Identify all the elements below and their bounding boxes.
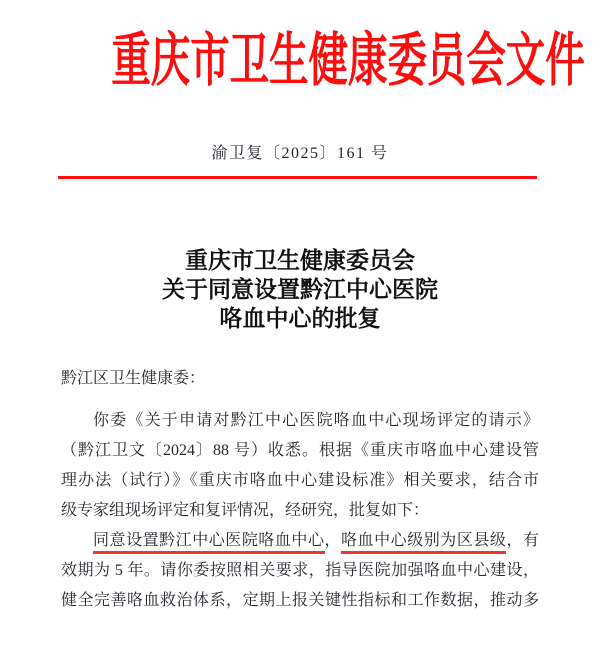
red-separator-line	[58, 176, 537, 179]
body-line: 你委《关于申请对黔江中心医院咯血中心现场评定的请示》	[93, 412, 539, 429]
document-title-line-1: 重庆市卫生健康委员会	[185, 248, 415, 273]
body-line: 理办法（试行）》《重庆市咯血中心建设标准》相关要求，结合市	[61, 472, 539, 489]
document-title-line-3: 咯血中心的批复	[219, 306, 381, 331]
document-title-line-2: 关于同意设置黔江中心医院	[162, 277, 438, 302]
body-line: 效期为 5 年。请你委按照相关要求，指导医院加强咯血中心建设，	[61, 562, 539, 579]
body-line: （黔江卫文〔2024〕88 号）收悉。根据《重庆市咯血中心建设管	[61, 442, 539, 459]
body-text: ，	[324, 532, 342, 549]
salutation: 黔江区卫生健康委：	[61, 370, 206, 387]
document-number: 渝卫复〔2025〕161 号	[211, 145, 389, 162]
document-title	[0, 246, 600, 333]
body-text: ，有	[506, 532, 539, 549]
underlined-text-center-level: 咯血中心级别为区县级	[341, 532, 506, 554]
body-line: 级专家组现场评定和复评情况，经研究，批复如下：	[61, 502, 430, 519]
underlined-text-approval: 同意设置黔江中心医院咯血中心	[93, 532, 325, 554]
body-line: 健全完善咯血救治体系，定期上报关键性指标和工作数据，推动多	[61, 592, 539, 609]
letterhead-title: 重庆市卫生健康委员会文件	[111, 28, 585, 93]
letterhead	[0, 30, 600, 92]
document-body	[61, 364, 539, 616]
approval-line	[61, 526, 539, 556]
